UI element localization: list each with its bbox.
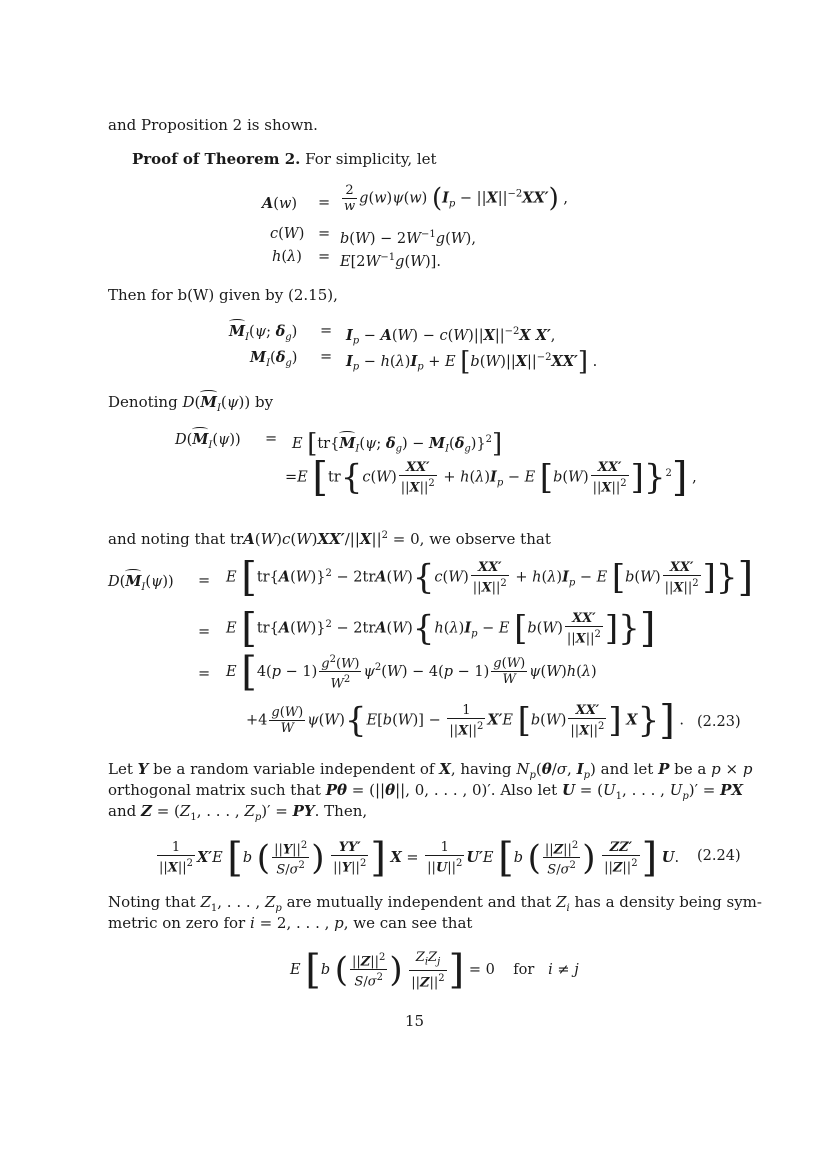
ddef-rhs2: =E [tr{c(W) $\frac{XX'}{||X||^2}$ + $h(\lambda)I_p - E$ [b(W) $\frac{XX'}{||X||^2}$ ]}$^2$] , — [285, 454, 697, 501]
para-y-line2: orthogonal matrix such that Pθ = (||θ||, 0, . . . , 0)′. Also let $U = (U_1$, . . . , $U_p)'$ = PX — [108, 781, 744, 802]
def-h-eqsign: = — [318, 249, 331, 265]
deriv-line4: +4 $\frac{g(W)}{W}$ ψ(W){E[b(W)] − $\frac{1}{||X||^2}$ X′E [b(W) $\frac{XX'}{||X||^2}$ ] X}] . — [246, 697, 685, 744]
def-a-frac: $\frac{2}{w}$ — [344, 183, 356, 214]
proof-intro: For simplicity, let — [305, 150, 437, 168]
denoting-line: Denoting $D(M_I(\psi))$ by — [108, 393, 274, 414]
deriv-lhs: $D(M_I(\psi))$ — [108, 573, 174, 593]
intro-line: and Proposition 2 is shown. — [108, 116, 318, 134]
m-def-rhs: $I_p - h(\lambda)I_p + E$ $[b(W)||X||^{-2}XX']$ . — [346, 346, 598, 377]
def-a-rhs: $\frac{2}{w}$ g(w)ψ(w) $(I_p - ||X||^{-2}XX')$ , — [344, 183, 568, 214]
mhat-def-lhs: $M_I(\psi$; $\delta_g$) — [229, 323, 298, 343]
def-a-lhs: A(w) — [262, 195, 298, 212]
deriv-eq1: = — [198, 573, 211, 589]
def-h-rhs: $E[2W^{-1}g(W)]$. — [340, 252, 441, 270]
eq-last: E [b ( $\frac{||Z||^2}{S/\sigma^2}$ ) $\frac{Z_iZ_j}{||Z||^2}$ ] = 0 for i ≠ j — [290, 946, 579, 993]
ddef-lhs: $D(M_I(\psi))$ — [175, 431, 241, 451]
eqno-2-24: (2.24) — [697, 848, 741, 864]
ddef-rhs1: E [$tr\{M_I(\psi$; $\delta_g) - M_I(\delta_g)\}^2$] — [292, 428, 503, 459]
deriv-line3: E [4(p − 1) $\frac{g^2(W)}{W^2}$ $\psi^2(W) - 4(p - 1)$ $\frac{g(W)}{W}$ ψ(W)h(λ) — [226, 648, 597, 695]
noting-line: and noting that $trA(W)c(W)XX'/||X||^2 = 0$, we observe that — [108, 530, 551, 548]
mhat-def-eqsign: = — [320, 323, 333, 339]
para-z-line1: Noting that $Z_1$, . . . , $Z_p$ are mutually independent and that $Z_i$ has a density being sym- — [108, 893, 762, 914]
deriv-line2: E [$tr\{A(W)\}^2 - 2trA(W)\{h(\lambda)I_p - E$ [b(W) $\frac{XX'}{||X||^2}$ ]}] — [226, 605, 656, 652]
then-line: Then for b(W) given by (2.15), — [108, 286, 338, 304]
eq-2-24: $\frac{1}{||X||^2}$ X′E [b ( $\frac{||Y||^2}{S/\sigma^2}$ ) $\frac{YY'}{||Y||^2}$ ] X = $\frac{1}{||U||^2}$ U′E [b ( $\frac{||Z||^2}{S/\sigma^2}$ ) $\frac{ZZ'}{||Z||^2}$ ] U. — [159, 834, 680, 881]
para-y-line3: and $Z = (Z_1$, . . . , $Z_p)'$ = PY. Then, — [108, 802, 368, 823]
ddef-eqsign: = — [265, 431, 278, 447]
def-c-rhs: $b(W) - 2W^{-1}g(W)$, — [340, 229, 476, 247]
deriv-eq2: = — [198, 624, 211, 640]
m-def-eqsign: = — [320, 349, 333, 365]
eqno-2-23: (2.23) — [697, 714, 741, 730]
deriv-eq3: = — [198, 666, 211, 682]
m-def-lhs: $M_I(\delta_g)$ — [250, 349, 298, 369]
page-number: 15 — [405, 1012, 425, 1030]
def-a-eqsign: = — [318, 195, 331, 211]
def-c-eqsign: = — [318, 226, 331, 242]
mhat-def-rhs: $I_p - A(W) - c(W)||X||^{-2}X$ X′, — [346, 326, 556, 347]
proof-heading: Proof of Theorem 2. — [132, 150, 301, 168]
def-h-lhs: h(λ) — [272, 249, 302, 265]
def-c-lhs: c(W) — [270, 226, 305, 242]
deriv-line1: E [$tr\{A(W)\}^2 - 2trA(W)\{c(W)$ $\frac{XX'}{||X||^2}$ + $h(\lambda)I_p - E$ [b(W) $\frac{XX'}{||X||^2}$ ]}] — [226, 554, 754, 601]
para-y-line1: Let Y be a random variable independent of X, having $N_p(\theta/\sigma$, $I_p$) and let P be a p × p — [108, 760, 753, 781]
proof-heading-line — [132, 150, 437, 169]
para-z-line2: metric on zero for i = 2, . . . , p, we can see that — [108, 914, 473, 932]
